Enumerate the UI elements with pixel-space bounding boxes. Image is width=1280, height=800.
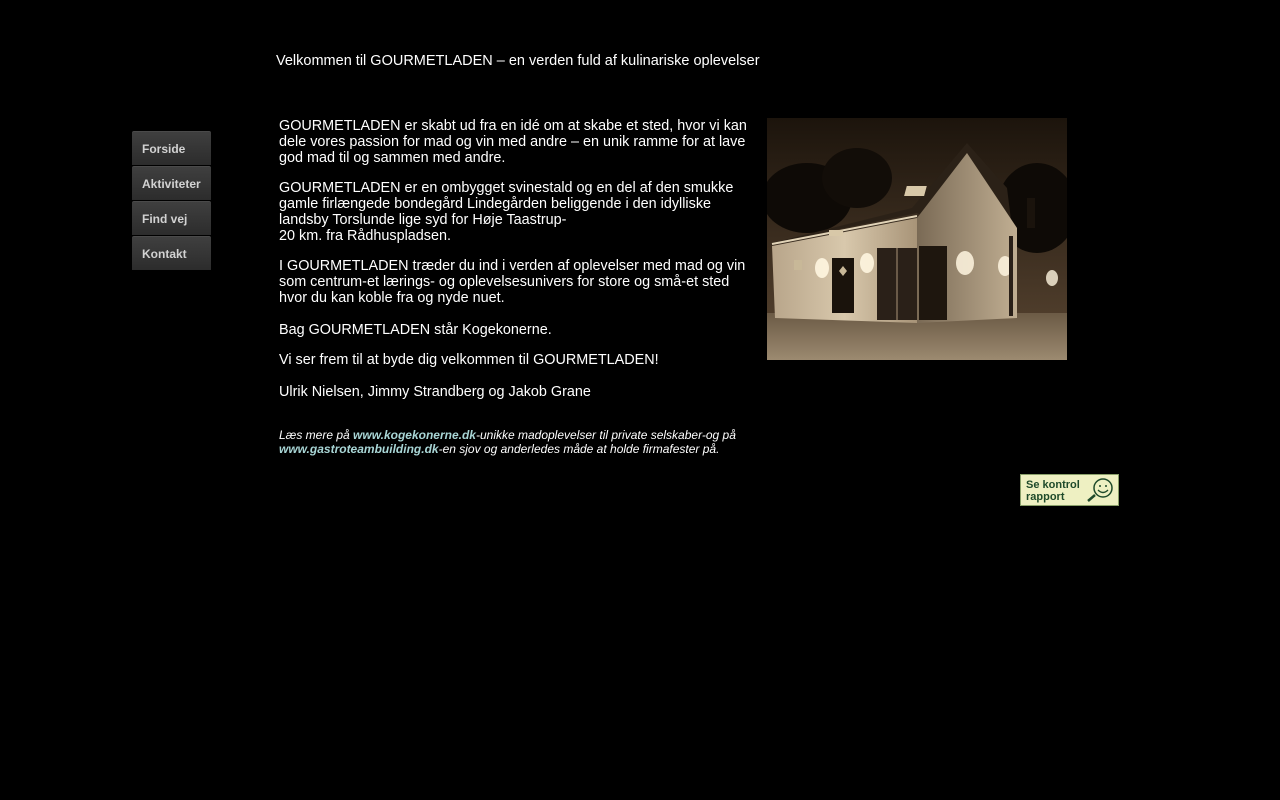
note-middle: -unikke madoplevelser til private selskaber-og på	[475, 428, 736, 442]
smiley-magnifier-icon	[1085, 477, 1115, 503]
note-suffix: -en sjov og anderledes måde at holde firmafester på.	[438, 442, 720, 456]
page-headline: Velkommen til GOURMETLADEN – en verden fuld af kulinariske oplevelser	[276, 53, 760, 69]
experience-paragraph: I GOURMETLADEN træder du ind i verden af oplevelser med mad og vin som centrum-et lærings- og oplevelsesunivers for store og små-et sted hvor du kan koble fra og nyde nuet.	[279, 258, 746, 306]
nav-item-find-vej[interactable]: Find vej	[132, 201, 211, 235]
house-photo	[767, 118, 1067, 360]
gastroteambuilding-link[interactable]: www.gastroteambuilding.dk	[279, 442, 439, 456]
welcome-paragraph: Vi ser frem til at byde dig velkommen til GOURMETLADEN!	[279, 352, 659, 368]
kontrol-rapport-badge[interactable]	[1020, 474, 1119, 506]
signature-paragraph: Ulrik Nielsen, Jimmy Strandberg og Jakob Grane	[279, 384, 591, 400]
location-text: GOURMETLADEN er en ombygget svinestald og en del af den smukke gamle firlængede bondegård Lindegården beliggende i den idylliske landsby Torslunde lige syd for Høje Taastrup-	[279, 180, 734, 228]
note-prefix: Læs mere på	[279, 428, 354, 442]
distance-text: 20 km. fra Rådhuspladsen.	[279, 228, 451, 244]
location-paragraph	[279, 180, 749, 244]
owners-paragraph: Bag GOURMETLADEN står Kogekonerne.	[279, 322, 552, 338]
badge-line1: Se kontrol	[1026, 479, 1080, 491]
nav-item-forside[interactable]: Forside	[132, 131, 211, 165]
nav-item-kontakt[interactable]: Kontakt	[132, 236, 211, 270]
badge-line2: rapport	[1026, 491, 1065, 503]
intro-paragraph: GOURMETLADEN er skabt ud fra en idé om at skabe et sted, hvor vi kan dele vores passion for mad og vin med andre – en unik ramme for at lave god mad til og sammen med andre.	[279, 118, 747, 166]
badge-text	[1026, 479, 1086, 503]
read-more-note	[279, 428, 749, 456]
main-nav	[132, 131, 211, 271]
nav-item-aktiviteter[interactable]: Aktiviteter	[132, 166, 211, 200]
kogekonerne-link[interactable]: www.kogekonerne.dk	[353, 428, 476, 442]
